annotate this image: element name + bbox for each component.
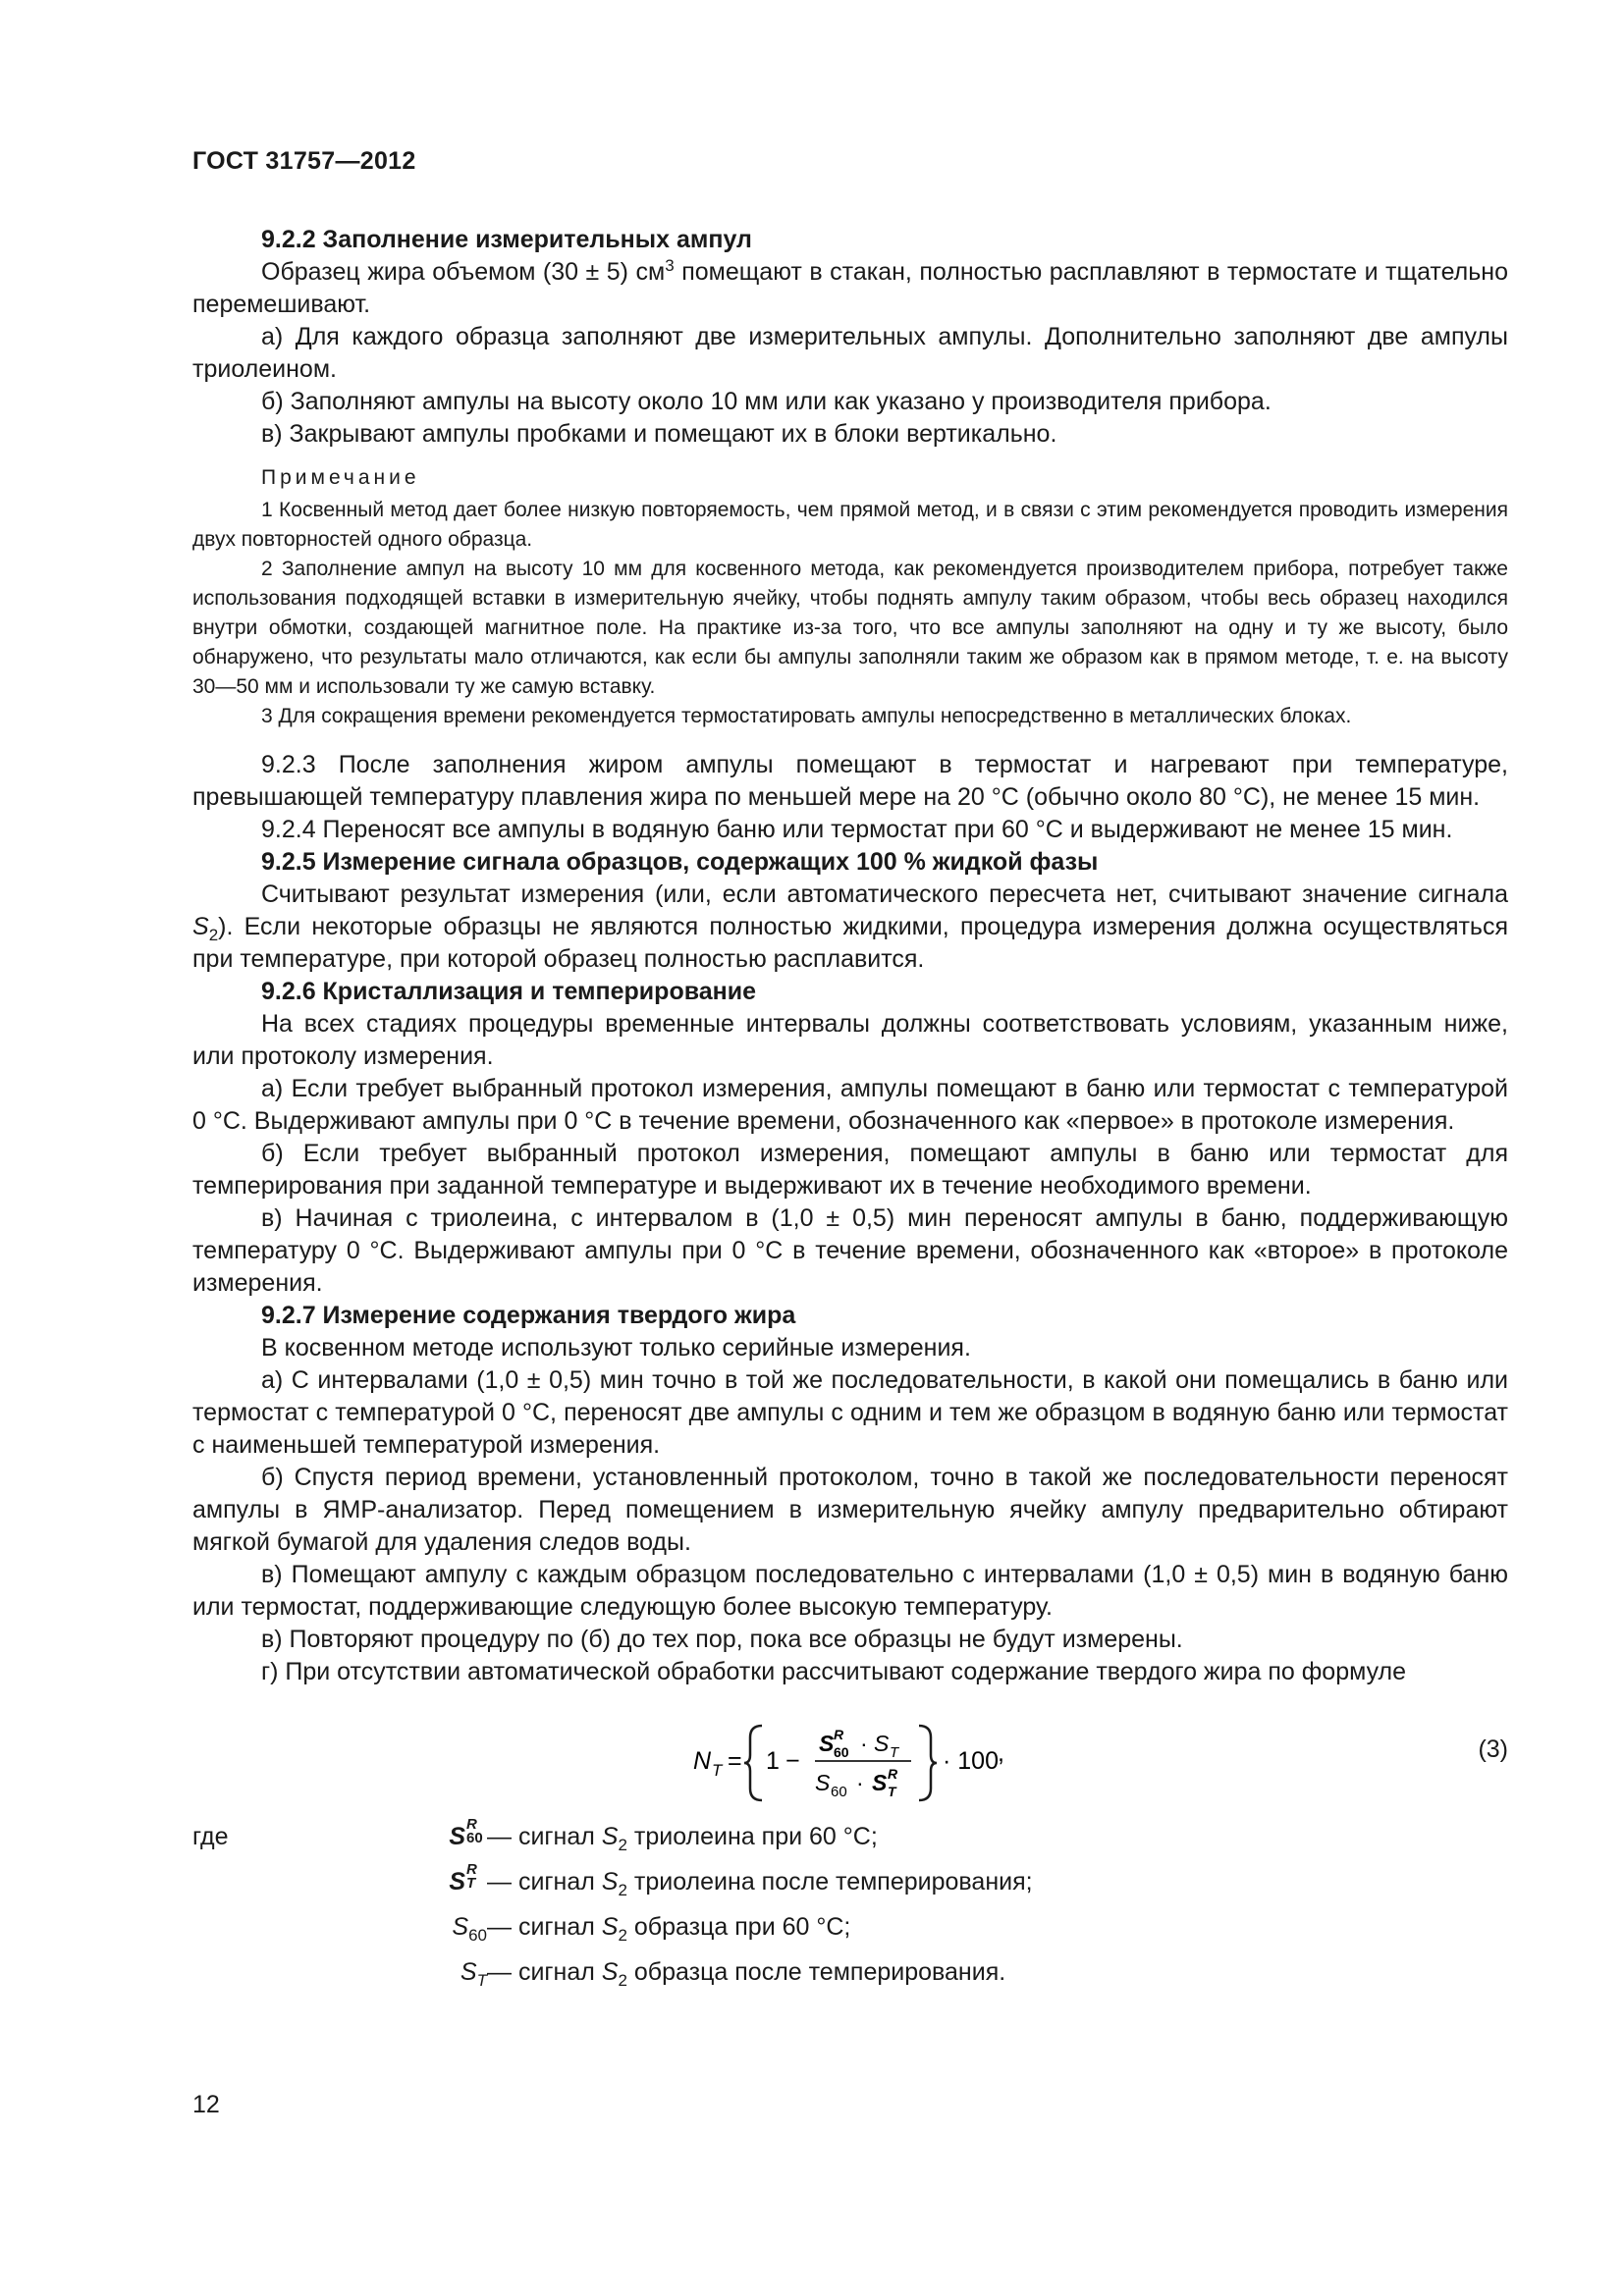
denominator-dot: ·: [856, 1770, 864, 1795]
list-item: а) Если требует выбранный протокол измерения, ампулы помещают в баню или термостат с температурой 0 °С. Выдерживают ампулы при 0 °С в течение времени, обозначенного как «первое» в протоколе измерения.: [192, 1075, 1508, 1135]
note-item: 3 Для сокращения времени рекомендуется термостатировать ампулы непосредственно в металлических блоках.: [261, 705, 1352, 727]
legend-description: — сигнал $S_2$ триолеина при 60 °С;: [487, 1823, 878, 1854]
denominator-s60: S: [815, 1770, 831, 1795]
list-item: б) Спустя период времени, установленный протоколом, точно в такой же последовательности переносят ампулы в ЯМР-анализатор. Перед помещением в измерительную ячейку ампулу предварительно обтирают мягкой бумагой для удаления следов воды.: [192, 1464, 1508, 1556]
formula-lhs-sub: T: [712, 1761, 723, 1780]
numerator-dot: ·: [860, 1731, 868, 1756]
formula-comma: ,: [998, 1739, 1004, 1767]
legend-row: [192, 1818, 1508, 1863]
denominator-str: S: [872, 1770, 888, 1795]
paragraph: На всех стадиях процедуры временные интервалы должны соответствовать условиям, указанным ниже, или протоколу измерения.: [192, 1010, 1508, 1070]
denominator-str-sup: R: [888, 1766, 898, 1782]
formula-equals: =: [728, 1747, 742, 1775]
section-heading-9-2-7: 9.2.7 Измерение содержания твердого жира: [261, 1302, 796, 1329]
list-item: б) Заполняют ампулы на высоту около 10 мм или как указано у производителя прибора.: [261, 388, 1272, 415]
paragraph-9-2-4: 9.2.4 Переносят все ампулы в водяную баню или термостат при 60 °С и выдерживают не менее 15 мин.: [261, 816, 1453, 843]
list-item: а) С интервалами (1,0 ± 0,5) мин точно в той же последовательности, в какой они помещались в баню или термостат с температурой 0 °С, переносят две ампулы с одним и тем же образцом в водяную баню или термостат с наименьшей температурой измерения.: [192, 1366, 1508, 1459]
legend-description: — сигнал $S_2$ образца после темперирования.: [487, 1958, 1006, 1990]
numerator-s60r: S: [819, 1731, 835, 1756]
formula-times-100: · 100: [943, 1747, 999, 1775]
list-item: б) Если требует выбранный протокол измерения, помещают ампулы в баню или термостат для темперирования при заданной температуре и выдерживают их в течение необходимого времени.: [192, 1140, 1508, 1200]
note-item: 1 Косвенный метод дает более низкую повторяемость, чем прямой метод, и в связи с этим рекомендуется проводить измерения двух повторностей одного образца.: [192, 499, 1508, 551]
list-item: в) Начиная с триолеина, с интервалом в (1,0 ± 0,5) мин переносят ампулы в баню, поддерживающую температуру 0 °С. Выдерживают ампулы при 0 °С в течение времени, обозначенного как «второе» в протоколе измерения.: [192, 1204, 1508, 1297]
numerator-s60r-sup: R: [834, 1727, 844, 1742]
paragraph: Считывают результат измерения (или, если автоматического пересчета нет, считывают значение сигнала $S_2$). Если некоторые образцы не являются полностью жидкими, процедура измерения должна осуществляться при температуре, при которой образец полностью расплавится.: [192, 881, 1508, 973]
formula-lhs: N: [693, 1747, 712, 1775]
numerator-s60r-sub: 60: [834, 1744, 849, 1760]
legend-description: — сигнал $S_2$ триолеина после темперирования;: [487, 1868, 1033, 1899]
formula-one: 1: [766, 1747, 780, 1775]
symbol-legend: [192, 1818, 1508, 1999]
legend-row: [192, 1863, 1508, 1908]
list-item: г) При отсутствии автоматической обработки рассчитывают содержание твердого жира по формуле: [261, 1658, 1407, 1685]
right-brace: [919, 1726, 937, 1800]
legend-row: [192, 1953, 1508, 1999]
formula-expression: [693, 1718, 1007, 1808]
list-item: в) Закрывают ампулы пробками и помещают их в блоки вертикально.: [261, 420, 1057, 448]
paragraph: В косвенном методе используют только серийные измерения.: [261, 1334, 971, 1362]
section-heading-9-2-5: 9.2.5 Измерение сигнала образцов, содержащих 100 % жидкой фазы: [261, 848, 1099, 876]
equation-number: (3): [1478, 1735, 1508, 1763]
note-title: Примечание: [261, 466, 420, 489]
formula-3: [192, 1710, 1508, 1804]
section-heading-9-2-2: 9.2.2 Заполнение измерительных ампул: [261, 226, 752, 253]
list-item: в) Повторяют процедуру по (б) до тех пор, пока все образцы не будут измерены.: [261, 1626, 1183, 1653]
section-heading-9-2-6: 9.2.6 Кристаллизация и темперирование: [261, 978, 757, 1005]
legend-symbol: S R T: [449, 1861, 477, 1896]
denominator-s60-sub: 60: [831, 1784, 847, 1800]
paragraph: Образец жира объемом (30 ± 5) $см^3$ помещают в стакан, полностью расплавляют в термостате и тщательно перемешивают.: [192, 256, 1508, 318]
legend-description: — сигнал $S_2$ образца при 60 °С;: [487, 1913, 851, 1945]
legend-row: [192, 1908, 1508, 1953]
list-item: в) Помещают ампулу с каждым образцом последовательно с интервалами (1,0 ± 0,5) мин в водяную баню или термостат, поддерживающие следующую более высокую температуру.: [192, 1561, 1508, 1621]
denominator-str-sub: T: [888, 1784, 896, 1799]
legend-symbol: $S_T$: [460, 1958, 487, 1990]
document-body: [192, 224, 1508, 1999]
formula-minus: −: [785, 1747, 800, 1775]
legend-symbol: S R 60: [449, 1816, 483, 1850]
list-item: а) Для каждого образца заполняют две измерительных ампулы. Дополнительно заполняют две ампулы триолеином.: [192, 323, 1508, 383]
legend-where-label: где: [192, 1823, 229, 1850]
paragraph-9-2-3: 9.2.3 После заполнения жиром ампулы помещают в термостат и нагревают при температуре, превышающей температуру плавления жира по меньшей мере на 20 °С (обычно около 80 °С), не менее 15 мин.: [192, 751, 1508, 811]
page-number: 12: [192, 2091, 220, 2118]
note-item: 2 Заполнение ампул на высоту 10 мм для косвенного метода, как рекомендуется производителем прибора, потребует также использования подходящей вставки в измерительную ячейку, чтобы поднять ампулу таким образом, чтобы весь образец находился внутри обмотки, создающей магнитное поле. На практике из-за того, что все ампулы заполняют на одну и ту же высоту, было обнаружено, что результаты мало отличаются, как если бы ампулы заполняли таким же образом как в прямом методе, т. е. на высоту 30—50 мм и использовали ту же самую вставку.: [192, 558, 1508, 698]
numerator-st-sub: T: [890, 1744, 899, 1761]
document-header: ГОСТ 31757—2012: [192, 147, 416, 175]
legend-symbol: $S_{60}$: [452, 1913, 487, 1945]
numerator-st: S: [874, 1731, 890, 1756]
left-brace: [744, 1726, 762, 1800]
